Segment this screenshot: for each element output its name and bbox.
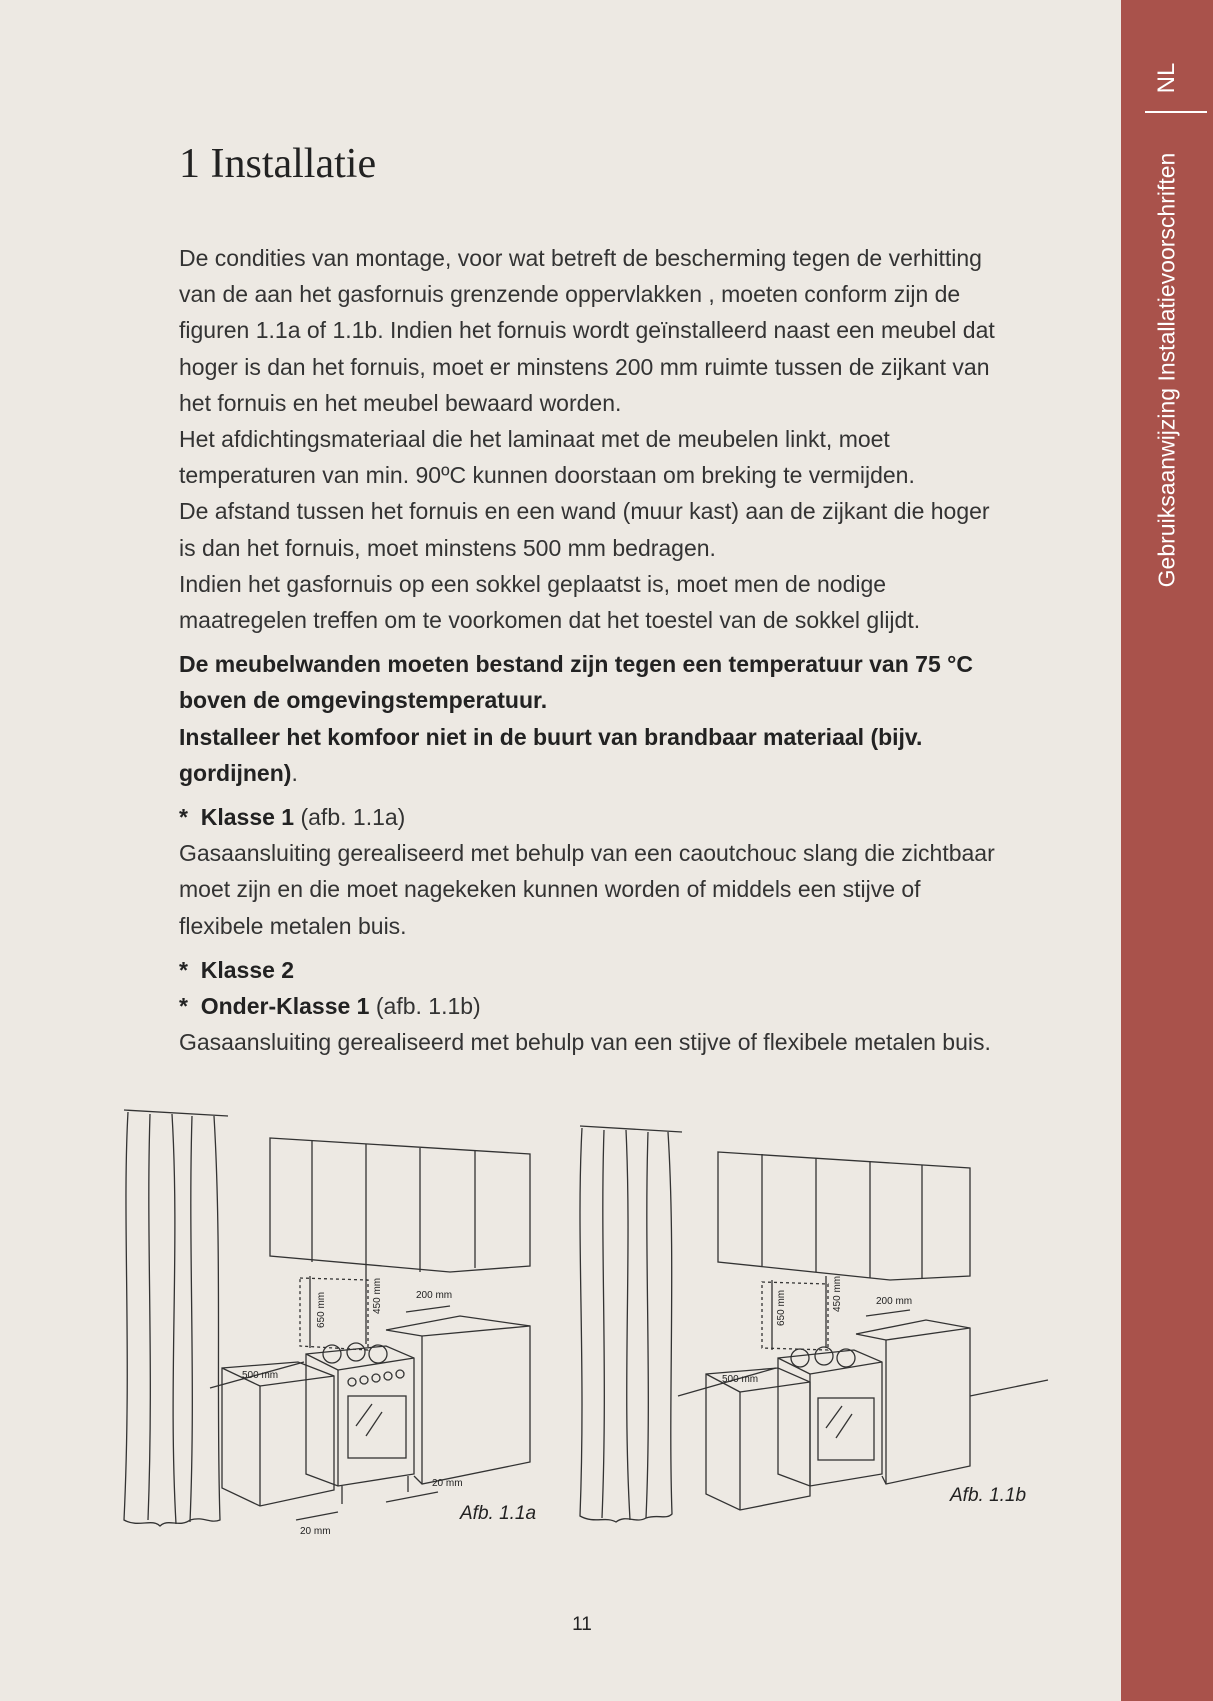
section-title: Gebruiksaanwijzing Installatievoorschriften xyxy=(1153,152,1180,588)
dim-label-450a: 450 mm xyxy=(372,1277,383,1314)
caption-fig-1-1a: Afb. 1.1a xyxy=(460,1503,537,1524)
page-title: 1 Installatie xyxy=(179,141,377,187)
language-label: NL xyxy=(1153,62,1180,94)
installation-figure xyxy=(110,1100,1050,1550)
bullet: * xyxy=(179,956,188,983)
bullet: * xyxy=(179,993,188,1020)
dim-label-20a: 20 mm xyxy=(432,1478,463,1489)
onderklasse1-ref: (afb. 1.1b) xyxy=(375,993,481,1020)
body-text xyxy=(179,240,1009,1060)
dim-label-500a: 500 mm xyxy=(242,1370,279,1381)
paragraph: Indien het gasfornuis op een sokkel geplaatst is, moet men de nodige maatregelen treffen om te voorkomen dat het toestel van de sokkel glijdt. xyxy=(179,570,921,634)
paragraph: De condities van montage, voor wat betreft de bescherming tegen de verhitting van de aan het gasfornuis grenzende oppervlakken , moeten conform zijn de figuren 1.1a of 1.1b. Indien het fornuis wordt geïnstalleerd naast een meubel dat hoger is dan het fornuis, moet er minstens 200 mm ruimte tussen de zijkant van het fornuis en het meubel bewaard worden. xyxy=(179,245,995,416)
sidebar xyxy=(1121,0,1213,1701)
paragraph: Het afdichtingsmateriaal die het laminaat met de meubelen linkt, moet temperaturen van min. 90ºC kunnen doorstaan om breking te vermijden. xyxy=(179,426,915,489)
page-number: 11 xyxy=(572,1614,592,1635)
klasse1-ref: (afb. 1.1a) xyxy=(300,804,406,831)
dim-label-200a: 200 mm xyxy=(416,1290,453,1301)
onderklasse1-text: Gasaansluiting gerealiseerd met behulp van een stijve of flexibele metalen buis. xyxy=(179,1029,991,1056)
dim-label-650a: 650 mm xyxy=(316,1291,327,1328)
warning-end: . xyxy=(291,759,298,786)
paragraph: De afstand tussen het fornuis en een wand (muur kast) aan de zijkant die hoger is dan het fornuis, moet minstens 500 mm bedragen. xyxy=(179,498,990,561)
klasse2-label: Klasse 2 xyxy=(200,956,295,983)
warning-block xyxy=(179,646,1009,791)
klasse1-heading xyxy=(179,799,1009,835)
warning-curtains: Installeer het komfoor niet in de buurt van brandbaar materiaal (bijv. gordijnen) xyxy=(179,723,923,786)
bullet: * xyxy=(179,804,188,831)
klasse1-text: Gasaansluiting gerealiseerd met behulp van een caoutchouc slang die zichtbaar moet zijn en die moet nagekeken kunnen worden of middels een stijve of flexibele metalen buis. xyxy=(179,840,995,939)
dim-label-500b: 500 mm xyxy=(722,1374,759,1385)
onderklasse1-label: Onder-Klasse 1 xyxy=(200,993,370,1020)
dim-label-650b: 650 mm xyxy=(776,1289,787,1326)
onderklasse1-heading xyxy=(179,988,1009,1024)
warning-temperature: De meubelwanden moeten bestand zijn tegen een temperatuur van 75 °C boven de omgevingstemperatuur. xyxy=(179,651,973,714)
installation-illustration xyxy=(110,1100,1050,1550)
sidebar-divider xyxy=(1145,111,1207,113)
klasse1-label: Klasse 1 xyxy=(200,804,295,831)
dim-label-450b: 450 mm xyxy=(832,1275,843,1312)
figure-1-1a xyxy=(124,1110,530,1526)
caption-fig-1-1b: Afb. 1.1b xyxy=(950,1485,1027,1506)
figure-1-1b xyxy=(580,1126,1048,1522)
klasse2-heading xyxy=(179,952,1009,988)
dim-label-200b: 200 mm xyxy=(876,1296,913,1307)
dim-label-20b: 20 mm xyxy=(300,1526,331,1537)
